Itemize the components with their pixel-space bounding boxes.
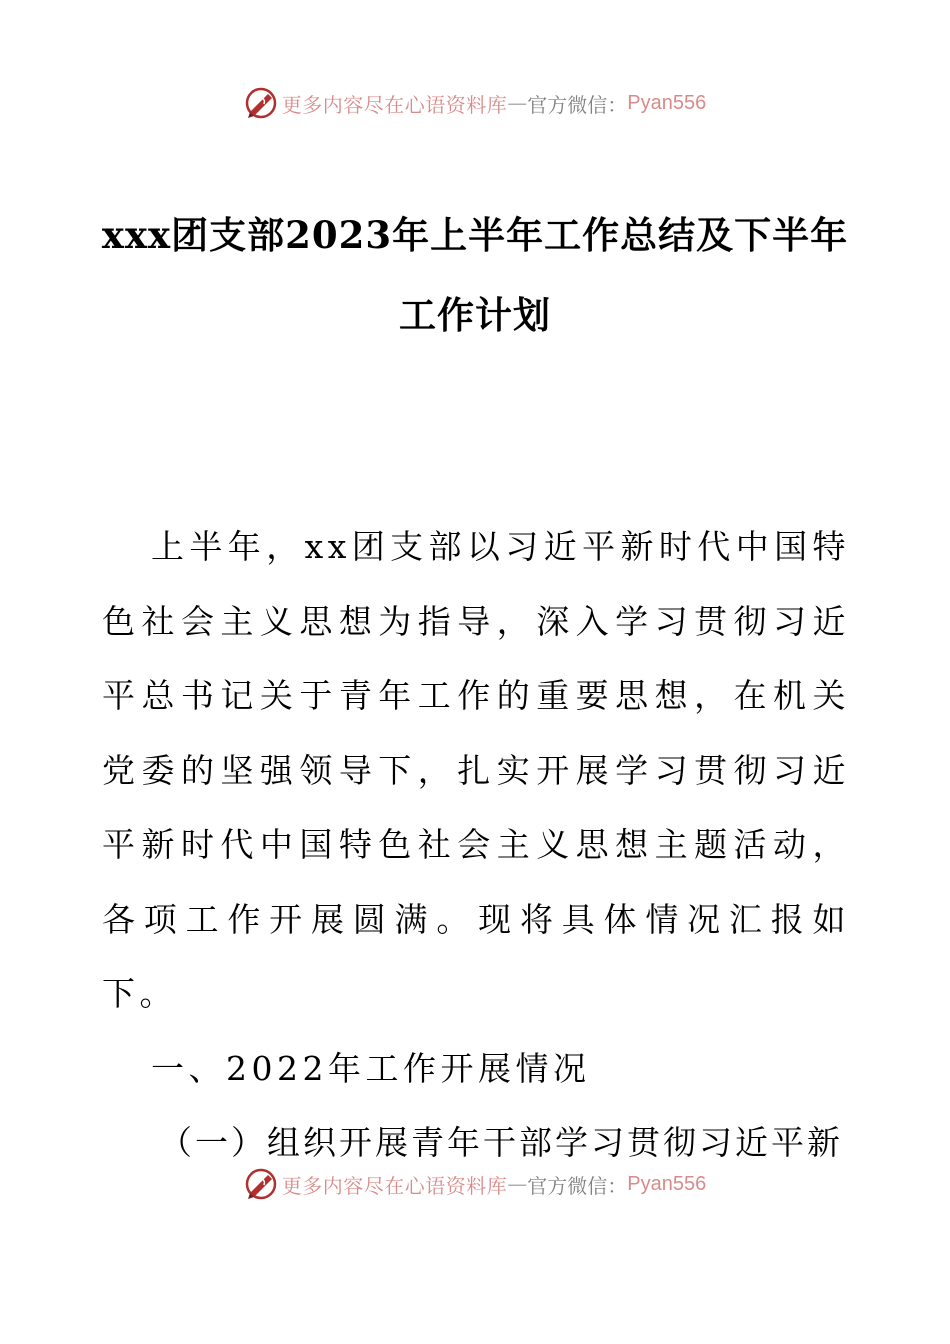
watermark-separator: — [507, 91, 528, 115]
footer-watermark [0, 1164, 950, 1204]
subsection-heading: （一）组织开展青年干部学习贯彻习近平新 [159, 1123, 843, 1162]
pen-logo-icon [244, 1167, 278, 1201]
section-heading: 一、2022年工作开展情况 [151, 1048, 591, 1088]
header-watermark [0, 83, 950, 123]
watermark-wechat-id: Pyan556 [627, 1172, 707, 1195]
watermark-text: 更多内容尽在心语资料库 [281, 92, 508, 117]
document-body [102, 510, 850, 1181]
document-title: xxx团支部2023年上半年工作总结及下半年工作计划 [101, 213, 849, 337]
watermark-wechat-id: Pyan556 [627, 91, 707, 114]
watermark-separator: — [507, 1172, 528, 1196]
watermark-text: 更多内容尽在心语资料库 [281, 1173, 508, 1198]
pen-logo-icon [244, 86, 278, 120]
watermark-label: 官方微信： [527, 92, 628, 117]
watermark-label: 官方微信： [527, 1173, 628, 1198]
body-paragraph-intro: 上半年，xx团支部以习近平新时代中国特色社会主义思想为指导，深入学习贯彻习近平总书记关于青年工作的重要思想，在机关党委的坚强领导下，扎实开展学习贯彻习近平新时代中国特色社会主义思想主题活动，各项工作开展圆满。现将具体情况汇报如下。 [102, 527, 850, 1013]
